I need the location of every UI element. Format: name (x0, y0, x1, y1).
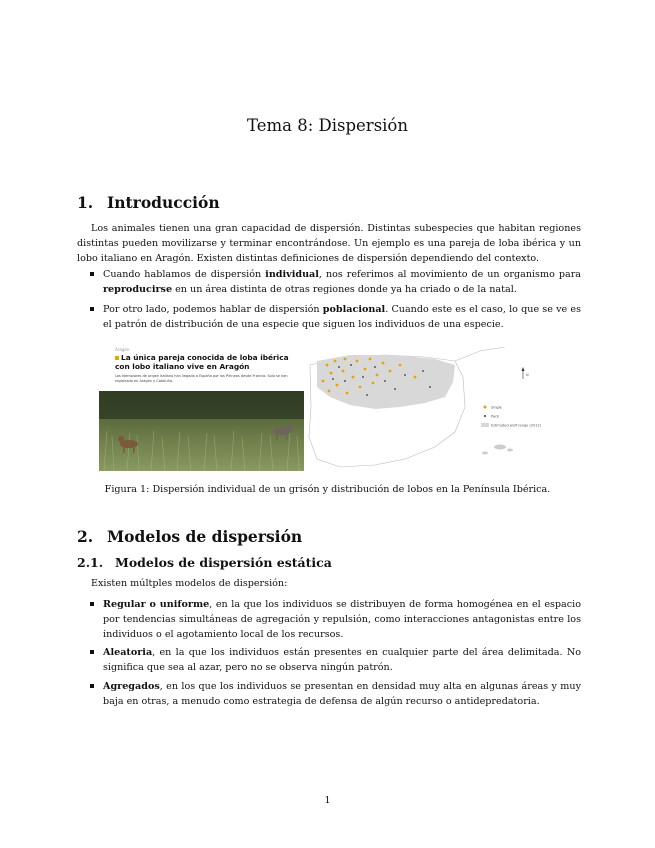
news-clipping-figure (99, 347, 304, 471)
subsection-2-1-heading (77, 555, 332, 570)
bullet-regular (103, 597, 581, 642)
bullet-agregados-text: , en los que los individuos se presentan en densidad muy alta en algunas áreas y muy baja en otras, a menudo como estrategia de defensa de algún recurso o antidepredatoria. (103, 681, 581, 707)
section-1-title: Introducción (107, 193, 220, 212)
balearic-islands (482, 445, 513, 455)
bullet-agregados (103, 679, 581, 709)
bullet-individual-text-3: en un área distinta de otras regiones donde ya ha criado o de la natal. (172, 284, 517, 295)
news-headline-text: La única pareja conocida de loba ibérica con lobo italiano vive en Aragón (115, 353, 289, 371)
news-subheadline: Los ejemplares de origen italiano han llegado a España por los Pirineos desde Francia. Solo se han registrado en Aragón y Cataluña. (115, 374, 288, 383)
section-1-number: 1. (77, 193, 94, 212)
term-individual: individual (265, 269, 319, 280)
wolves-photo (99, 391, 304, 471)
legend-single: Single (491, 405, 502, 410)
section-2-intro: Existen múltples modelos de dispersión: (91, 578, 288, 589)
bullet-individual-text-2: , nos referimos al movimiento de un organismo para (318, 269, 581, 280)
map-legend (481, 406, 542, 428)
bullet-regular-text: , en la que los individuos se distribuyen de forma homogénea en el espacio por tendencias simultáneas de agregación y repulsión, como interacciones antagonistas entre los individuos o el agotamiento local de los recursos. (103, 599, 581, 640)
term-poblacional: poblacional (322, 304, 386, 315)
section-2-title: Modelos de dispersión (107, 527, 303, 546)
section-1-heading (77, 193, 220, 212)
term-reproducirse: reproducirse (103, 284, 173, 295)
news-headline (115, 353, 290, 371)
bullet-aleatoria (103, 645, 581, 675)
section-1-intro: Los animales tienen una gran capacidad de dispersión. Distintas subespecies que habitan regiones distintas pueden movilizarse y terminar encontrándose. Un ejemplo es una pareja de loba ibérica y un lobo italiano en Aragón. Existen distintas definiciones de dispersión dependiendo del contexto. (77, 223, 581, 264)
term-regular: Regular o uniforme (103, 599, 210, 610)
term-agregados: Agregados (103, 681, 160, 692)
bullet-poblacional-text-2: . Cuando este es el caso, lo que se ve es el patrón de distribución de una especie que siguen los individuos de una especie. (103, 304, 581, 330)
subsection-2-1-title: Modelos de dispersión estática (115, 555, 332, 570)
north-arrow (522, 367, 530, 379)
north-label: N (526, 373, 529, 377)
bullet-individual (103, 267, 581, 297)
term-aleatoria: Aleatoria (103, 647, 153, 658)
france-coastline (455, 347, 505, 361)
headline-bullet-icon (115, 356, 119, 360)
subsection-2-1-number: 2.1. (77, 555, 104, 570)
figure-caption: Figura 1: Dispersión individual de un grisón y distribución de lobos en la Península Ibérica. (104, 484, 551, 495)
news-tag: Aragón (115, 347, 130, 352)
section-2-heading (77, 527, 302, 546)
section-2-number: 2. (77, 527, 94, 546)
wolf-distribution-map (305, 347, 581, 471)
page-number: 1 (324, 795, 331, 806)
bullet-individual-text: Cuando hablamos de dispersión (103, 269, 266, 280)
legend-range: Estimated wolf range (2012) (491, 423, 542, 428)
page-title: Tema 8: Dispersión (246, 116, 408, 135)
bullet-poblacional (103, 302, 581, 332)
bullet-poblacional-text: Por otro lado, podemos hablar de dispersión (103, 304, 323, 315)
bullet-aleatoria-text: , en la que los individuos están presentes en cualquier parte del área delimitada. No significa que sea al azar, pero no se observa ningún patrón. (103, 647, 581, 673)
legend-pack: Pack (491, 414, 500, 419)
wolf-range-area (317, 355, 455, 409)
